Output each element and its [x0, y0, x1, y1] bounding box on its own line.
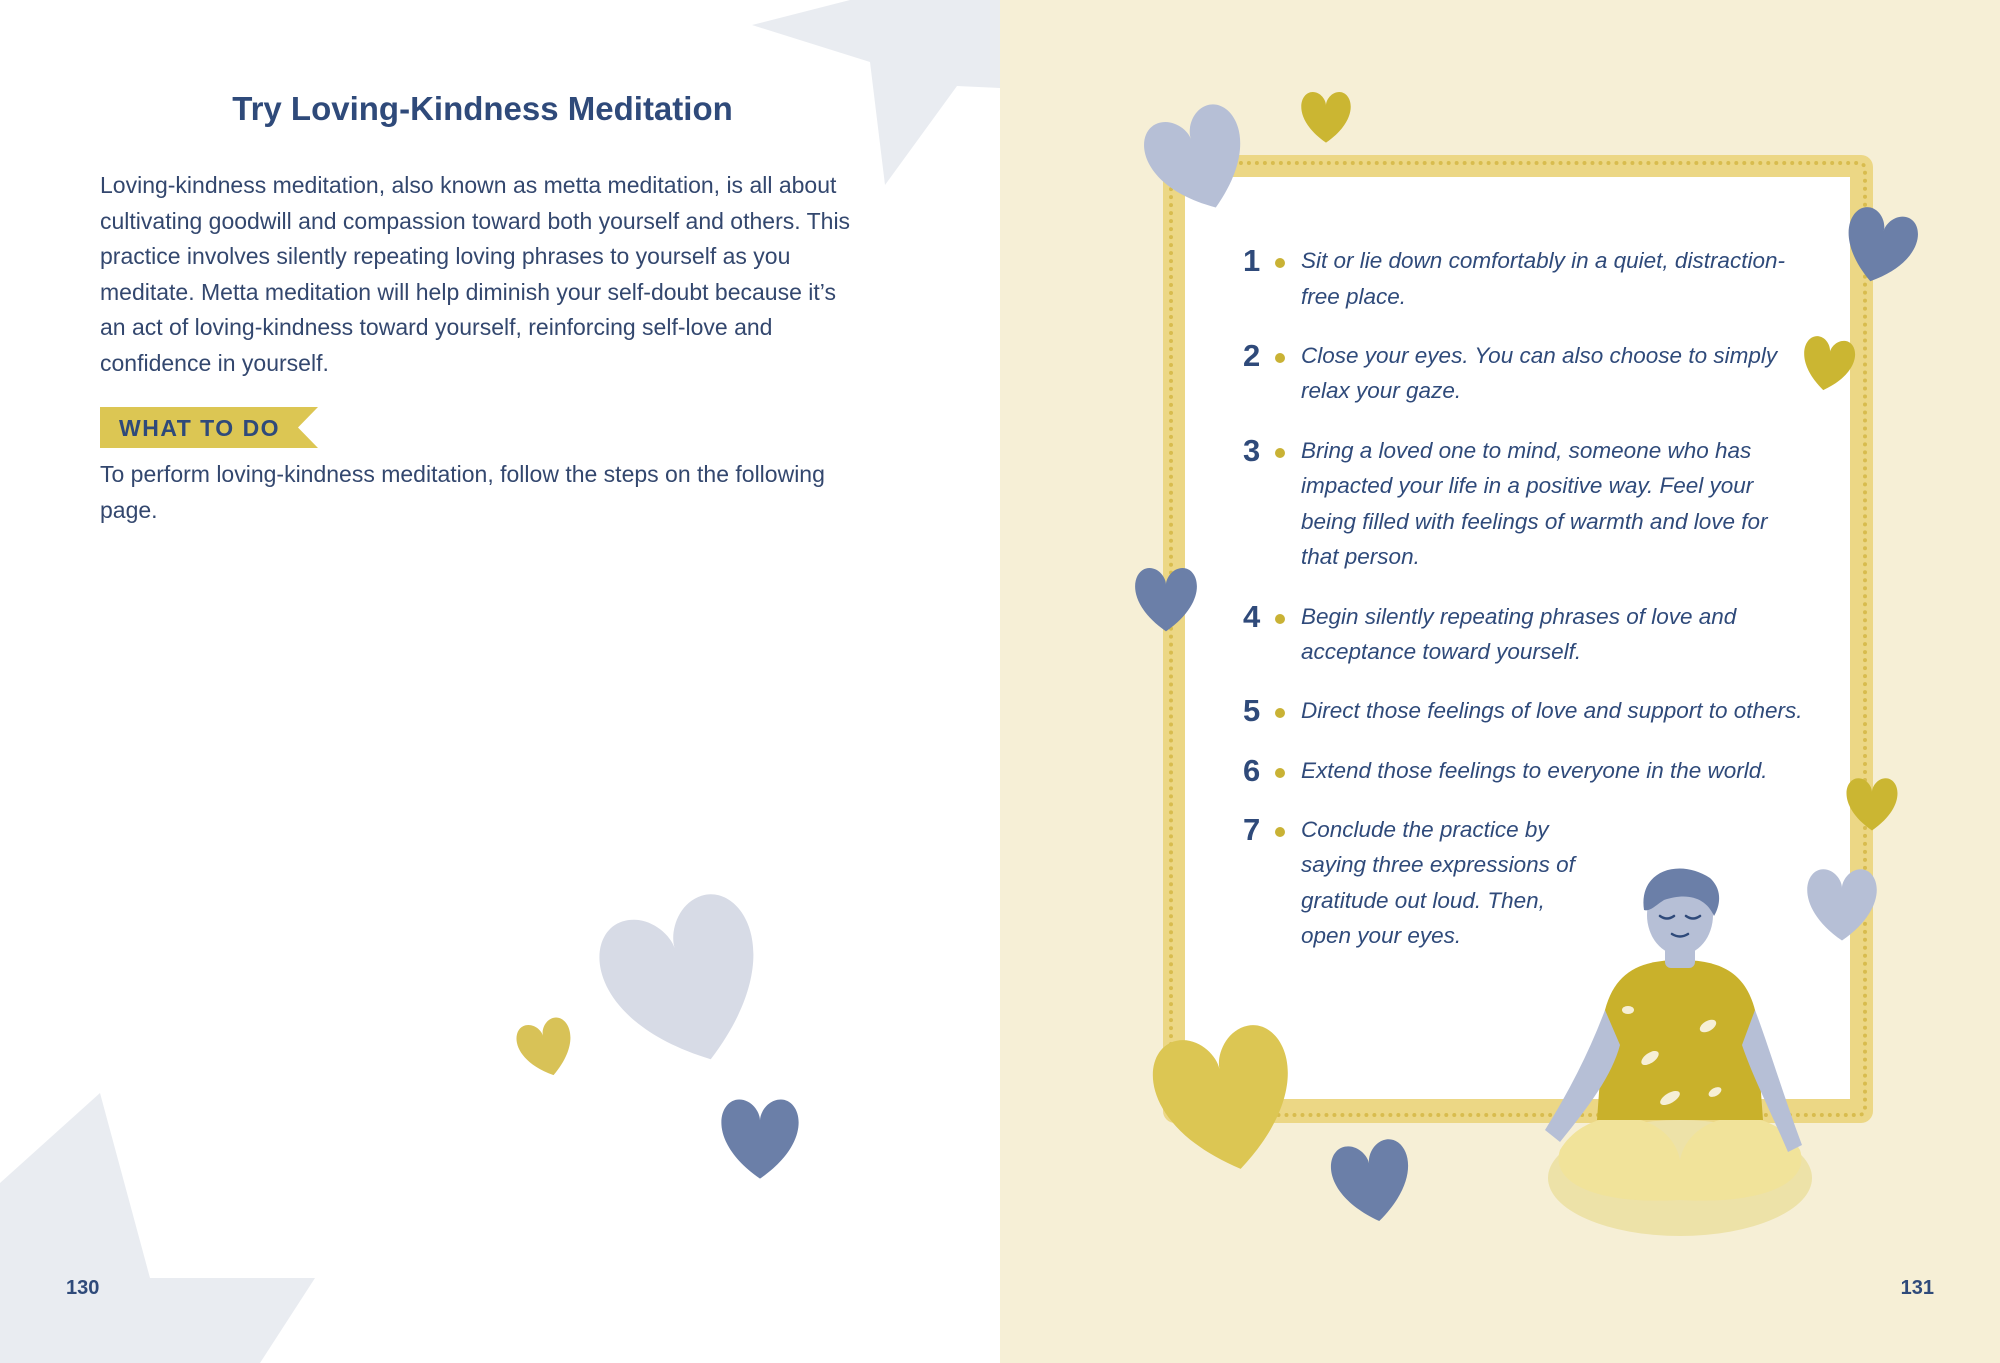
step-text: Bring a loved one to mind, someone who has impacted your life in a positive way. Feel your being filled with feelings of warmth and love for that person. — [1301, 437, 1768, 570]
step-number: 1 — [1243, 243, 1261, 278]
heart-icon — [1790, 330, 1866, 396]
bullet-dot-icon — [1275, 708, 1285, 718]
step-text: Sit or lie down comfortably in a quiet, distraction-free place. — [1301, 248, 1785, 309]
bullet-dot-icon — [1275, 614, 1285, 624]
section-text: To perform loving-kindness meditation, follow the steps on the following page. — [100, 461, 825, 523]
bullet-dot-icon — [1275, 448, 1285, 458]
step-text: Conclude the practice by saying three expressions of gratitude out loud. Then, open your eyes. — [1301, 816, 1575, 949]
step-item — [1243, 693, 1803, 729]
intro-paragraph: Loving-kindness meditation, also known as metta meditation, is all about cultivating goodwill and compassion toward both yourself and others. This practice involves silently repeating loving phrases to yourself as you meditate. Metta meditation will help diminish your self-doubt because it’s an act of loving-kindness toward yourself, reinforcing self-love and confidence in yourself. — [100, 172, 851, 376]
bullet-dot-icon — [1275, 258, 1285, 268]
page-title: Try Loving-Kindness Meditation — [232, 90, 733, 127]
heart-icon — [1122, 558, 1210, 638]
step-text: Close your eyes. You can also choose to simply relax your gaze. — [1301, 342, 1778, 404]
step-text: Direct those feelings of love and support to others. — [1301, 698, 1803, 724]
heart-icon — [1830, 200, 1930, 290]
page-number: 130 — [66, 1277, 100, 1299]
step-number: 2 — [1243, 337, 1261, 373]
bullet-dot-icon — [1275, 353, 1285, 363]
meditating-person-illustration — [1520, 860, 1840, 1260]
heart-icon — [1128, 96, 1268, 221]
step-number: 5 — [1243, 693, 1261, 729]
step-item — [1243, 243, 1803, 314]
step-number: 6 — [1243, 752, 1261, 788]
step-item — [1243, 753, 1803, 789]
right-page — [1000, 0, 2000, 1363]
heart-icon — [1290, 84, 1362, 148]
heart-icon — [1317, 1130, 1427, 1230]
heart-icon — [575, 880, 795, 1080]
section-banner — [100, 407, 318, 448]
step-text: Extend those feelings to everyone in the world. — [1301, 757, 1768, 783]
step-number: 3 — [1243, 432, 1261, 468]
heart-icon — [1128, 1010, 1323, 1185]
heart-icon — [506, 1012, 586, 1082]
bullet-dot-icon — [1275, 827, 1285, 837]
section-label: WHAT TO DO — [119, 415, 281, 441]
step-text: Begin silently repeating phrases of love and acceptance toward yourself. — [1301, 603, 1737, 665]
heart-icon — [1834, 770, 1910, 836]
bullet-dot-icon — [1275, 768, 1285, 778]
step-item — [1243, 433, 1803, 575]
step-item — [1243, 338, 1803, 409]
step-item — [1243, 599, 1803, 670]
step-number: 4 — [1243, 598, 1261, 634]
step-number: 7 — [1243, 811, 1261, 847]
star-shape-bottom — [0, 1063, 340, 1363]
heart-icon — [700, 1087, 820, 1187]
page-number: 131 — [1900, 1277, 1934, 1299]
